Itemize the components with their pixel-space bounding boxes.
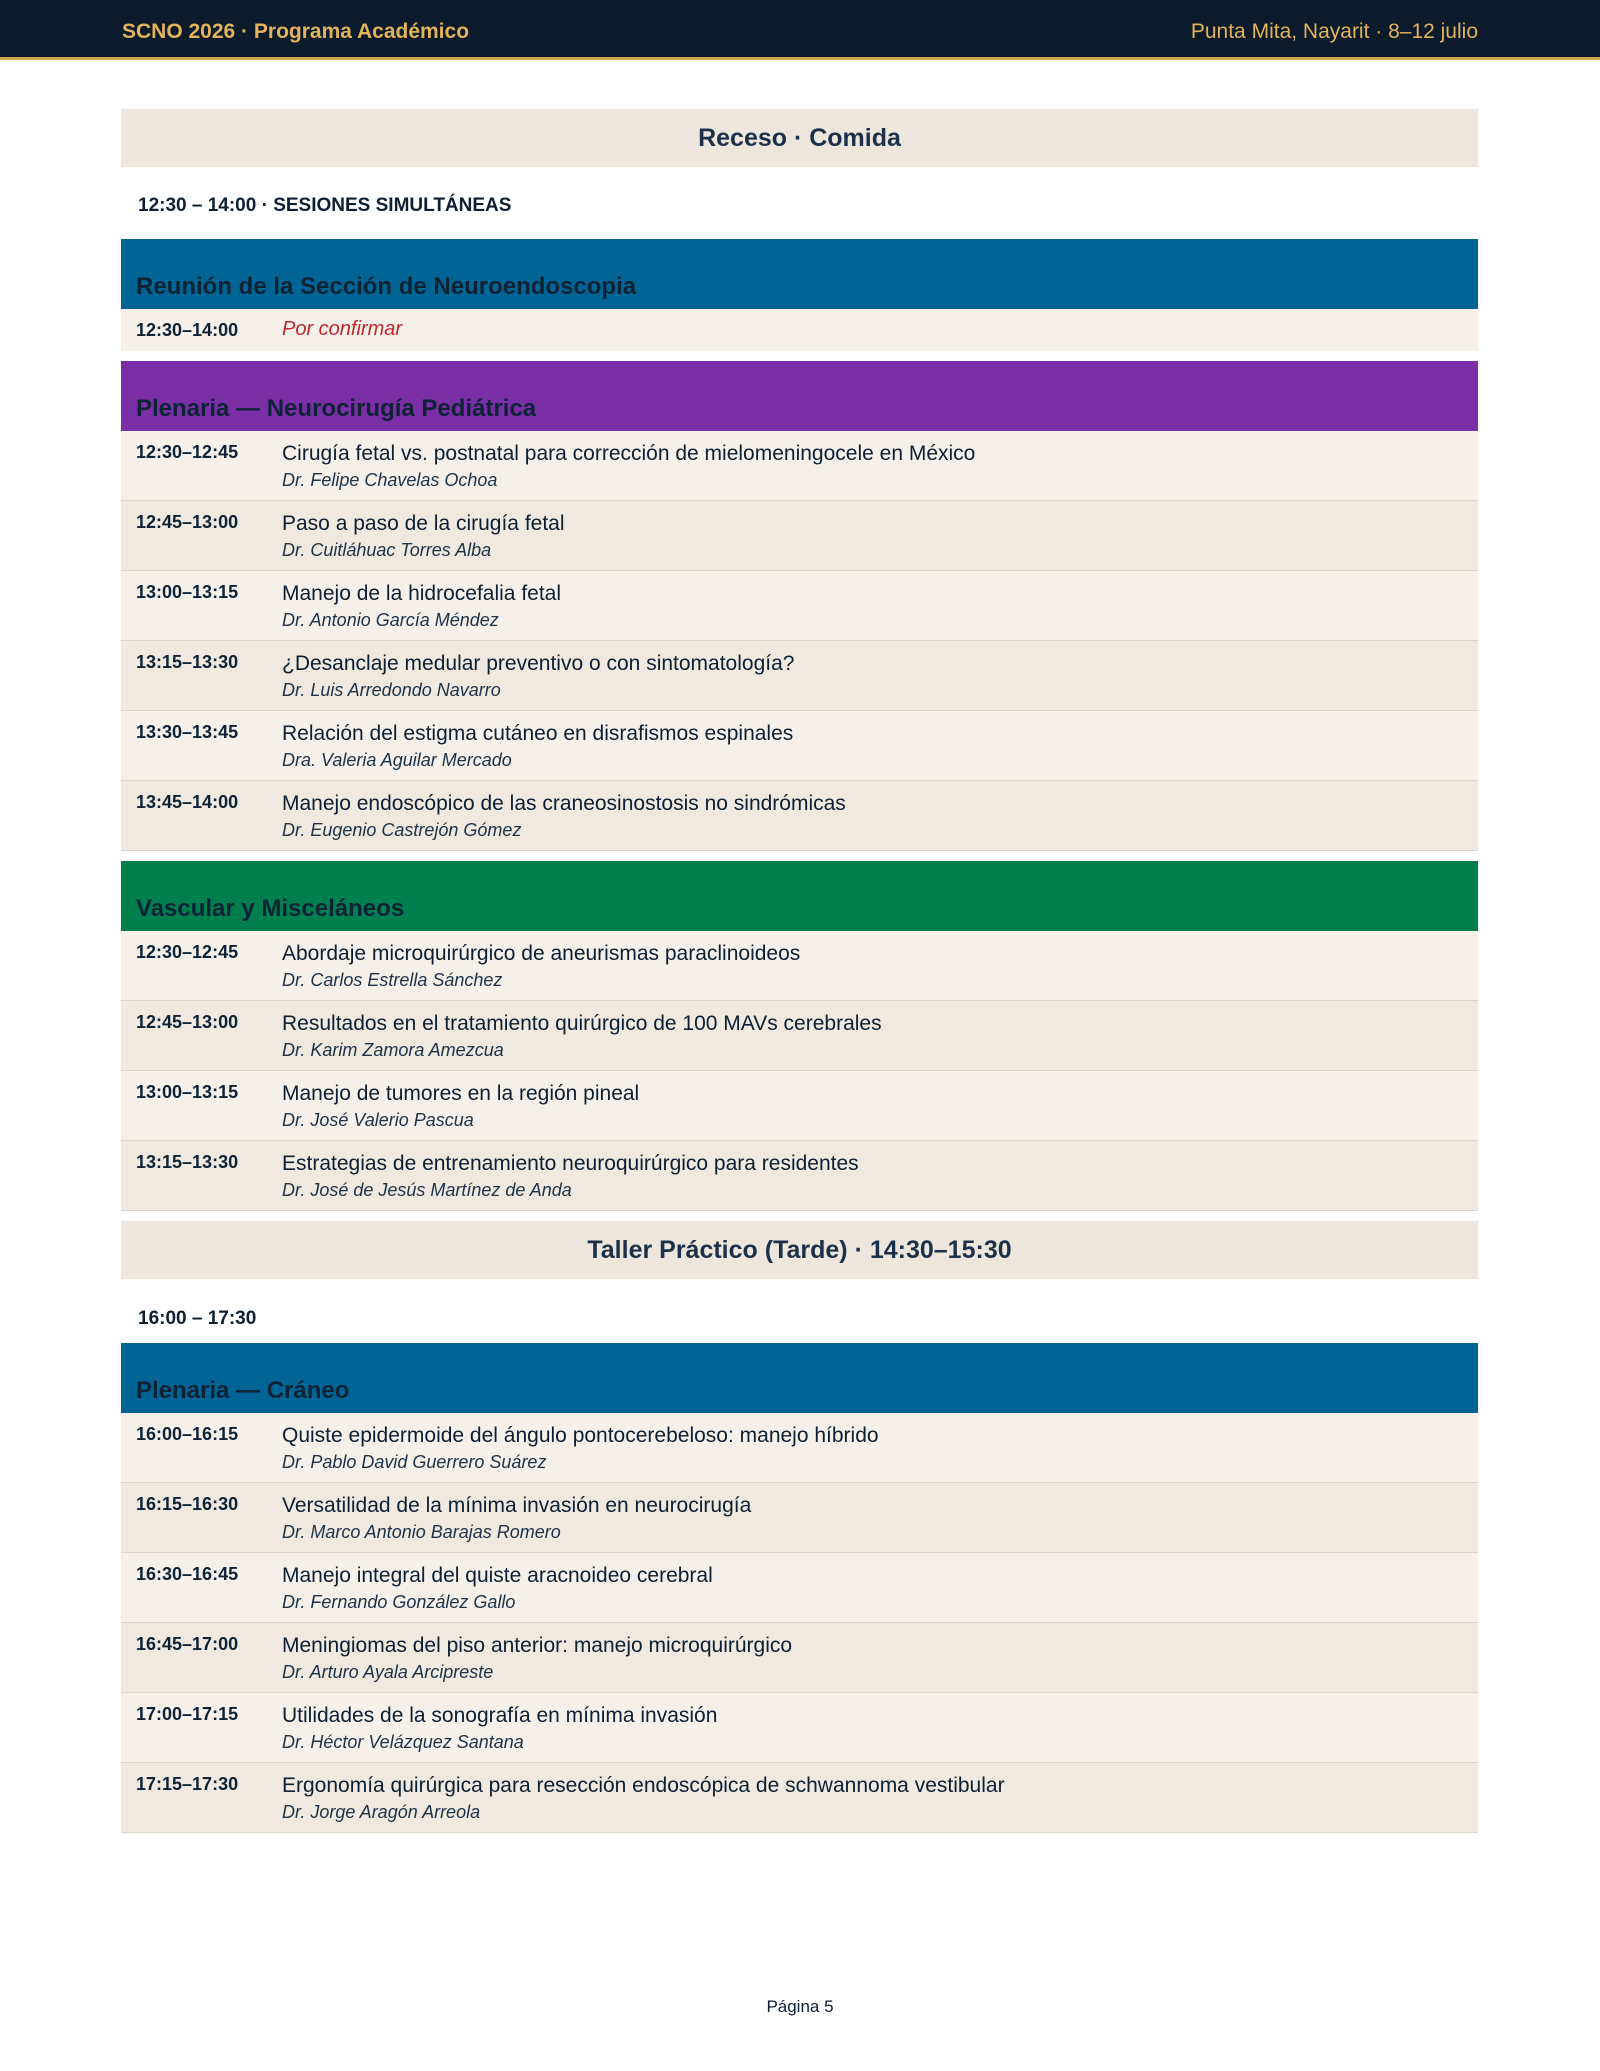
to-be-confirmed-label: Por confirmar: [282, 318, 403, 340]
header-title: SCNO 2026 · Programa Académico: [122, 20, 470, 43]
talk-time: 13:15–13:30: [136, 1152, 239, 1172]
talk-speaker: Dr. José de Jesús Martínez de Anda: [282, 1180, 572, 1201]
talk-row: [121, 641, 1478, 711]
page-header: [0, 0, 1600, 60]
session-title: Reunión de la Sección de Neuroendoscopia: [136, 273, 637, 300]
talk-speaker: Dr. Héctor Velázquez Santana: [282, 1732, 524, 1753]
talk-body: [282, 931, 800, 1000]
talk-body: [282, 1001, 882, 1070]
talk-row: [121, 1693, 1478, 1763]
session-block: [121, 361, 1478, 851]
talk-speaker: Dr. Marco Antonio Barajas Romero: [282, 1522, 561, 1543]
talk-time: 12:30–12:45: [136, 442, 239, 462]
header-location: Punta Mita, Nayarit · 8–12 julio: [1190, 20, 1478, 43]
talk-title: Abordaje microquirúrgico de aneurismas paraclinoideos: [282, 942, 801, 965]
talk-speaker: Dr. Arturo Ayala Arcipreste: [282, 1662, 494, 1683]
talk-body: [282, 1693, 717, 1762]
time-slot-label: 12:30 – 14:00 · SESIONES SIMULTÁNEAS: [138, 195, 512, 216]
talk-title: Cirugía fetal vs. postnatal para corrección de mielomeningocele en México: [282, 442, 976, 465]
talk-speaker: Dr. Felipe Chavelas Ochoa: [282, 470, 498, 491]
talk-speaker: Dr. Eugenio Castrejón Gómez: [282, 820, 522, 841]
break-banner-workshop: Taller Práctico (Tarde) · 14:30–15:30: [121, 1221, 1478, 1279]
talk-row: [121, 431, 1478, 501]
talk-time: 17:00–17:15: [136, 1704, 239, 1724]
sessions-group-1: [121, 239, 1478, 1211]
talk-speaker: Dr. Jorge Aragón Arreola: [282, 1802, 481, 1823]
page-number: Página 5: [766, 1997, 834, 2016]
talk-title: Quiste epidermoide del ángulo pontocerebeloso: manejo híbrido: [282, 1424, 879, 1447]
talk-title: ¿Desanclaje medular preventivo o con sintomatología?: [282, 652, 795, 675]
session-header: [121, 861, 1478, 931]
talk-title: Manejo endoscópico de las craneosinostosis no sindrómicas: [282, 792, 846, 815]
talk-title: Manejo integral del quiste aracnoideo cerebral: [282, 1564, 713, 1587]
talk-title: Manejo de la hidrocefalia fetal: [282, 582, 562, 605]
talk-row: [121, 781, 1478, 851]
talk-row: [121, 931, 1478, 1001]
talk-speaker: Dra. Valeria Aguilar Mercado: [282, 750, 512, 771]
talk-title: Ergonomía quirúrgica para resección endoscópica de schwannoma vestibular: [282, 1774, 1005, 1797]
talk-body: [282, 1071, 639, 1140]
talk-time: 17:15–17:30: [136, 1774, 239, 1794]
session-title: Plenaria — Neurocirugía Pediátrica: [136, 395, 537, 422]
talk-time: 13:00–13:15: [136, 1082, 239, 1102]
talk-body: [282, 431, 975, 500]
talk-body: [282, 1553, 713, 1622]
talk-speaker: Dr. Cuitláhuac Torres Alba: [282, 540, 492, 561]
talk-time: 16:30–16:45: [136, 1564, 239, 1584]
talk-title: Manejo de tumores en la región pineal: [282, 1082, 640, 1105]
talk-row: [121, 1001, 1478, 1071]
session-block: [121, 239, 1478, 351]
talk-row: [121, 1763, 1478, 1833]
session-row: [121, 309, 1478, 351]
talk-body: [282, 501, 565, 570]
talk-row: [121, 1071, 1478, 1141]
talk-body: [282, 641, 794, 710]
talk-time: 13:00–13:15: [136, 582, 239, 602]
talk-time: 12:30–12:45: [136, 942, 239, 962]
talk-time: 16:45–17:00: [136, 1634, 239, 1654]
talk-body: [282, 1763, 1005, 1832]
talk-row: [121, 1413, 1478, 1483]
talk-time: 12:45–13:00: [136, 512, 239, 532]
talk-speaker: Dr. José Valerio Pascua: [282, 1110, 474, 1131]
talk-title: Estrategias de entrenamiento neuroquirúrgico para residentes: [282, 1152, 859, 1175]
talk-time: 13:15–13:30: [136, 652, 239, 672]
talk-time: 16:00–16:15: [136, 1424, 239, 1444]
talk-speaker: Dr. Antonio García Méndez: [282, 610, 499, 631]
talk-body: [282, 571, 561, 640]
talk-body: [282, 1141, 859, 1210]
talk-time: 13:45–14:00: [136, 792, 239, 812]
session-block: [121, 1343, 1478, 1833]
talk-body: [282, 309, 402, 351]
talk-body: [282, 1413, 879, 1482]
talk-title: Utilidades de la sonografía en mínima invasión: [282, 1704, 718, 1727]
break-banner-lunch: Receso · Comida: [121, 109, 1478, 167]
talk-time: 13:30–13:45: [136, 722, 239, 742]
session-header: [121, 1343, 1478, 1413]
talk-body: [282, 1623, 792, 1692]
talk-time: 12:45–13:00: [136, 1012, 239, 1032]
talk-row: [121, 571, 1478, 641]
sessions-group-2: [121, 1343, 1478, 1833]
session-header: [121, 361, 1478, 431]
talk-speaker: Dr. Fernando González Gallo: [282, 1592, 516, 1613]
session-block: [121, 861, 1478, 1211]
talk-body: [282, 711, 793, 780]
talk-speaker: Dr. Luis Arredondo Navarro: [282, 680, 501, 701]
talk-speaker: Dr. Pablo David Guerrero Suárez: [282, 1452, 547, 1473]
talk-speaker: Dr. Carlos Estrella Sánchez: [282, 970, 503, 991]
talk-row: [121, 1553, 1478, 1623]
talk-body: [282, 1483, 751, 1552]
talk-title: Resultados en el tratamiento quirúrgico de 100 MAVs cerebrales: [282, 1012, 882, 1035]
session-header: [121, 239, 1478, 309]
talk-time: 16:15–16:30: [136, 1494, 239, 1514]
session-title: Plenaria — Cráneo: [136, 1377, 350, 1404]
session-title: Vascular y Misceláneos: [136, 895, 405, 922]
talk-time: 12:30–14:00: [136, 320, 239, 340]
talk-title: Meningiomas del piso anterior: manejo microquirúrgico: [282, 1634, 793, 1657]
talk-row: [121, 711, 1478, 781]
talk-row: [121, 1483, 1478, 1553]
program-content: [121, 109, 1478, 1843]
talk-body: [282, 781, 846, 850]
talk-row: [121, 501, 1478, 571]
talk-speaker: Dr. Karim Zamora Amezcua: [282, 1040, 504, 1061]
time-slot-label: 16:00 – 17:30: [138, 1308, 257, 1329]
talk-title: Paso a paso de la cirugía fetal: [282, 512, 565, 535]
talk-title: Relación del estigma cutáneo en disrafismos espinales: [282, 722, 794, 745]
talk-title: Versatilidad de la mínima invasión en neurocirugía: [282, 1494, 752, 1517]
talk-row: [121, 1141, 1478, 1211]
talk-row: [121, 1623, 1478, 1693]
